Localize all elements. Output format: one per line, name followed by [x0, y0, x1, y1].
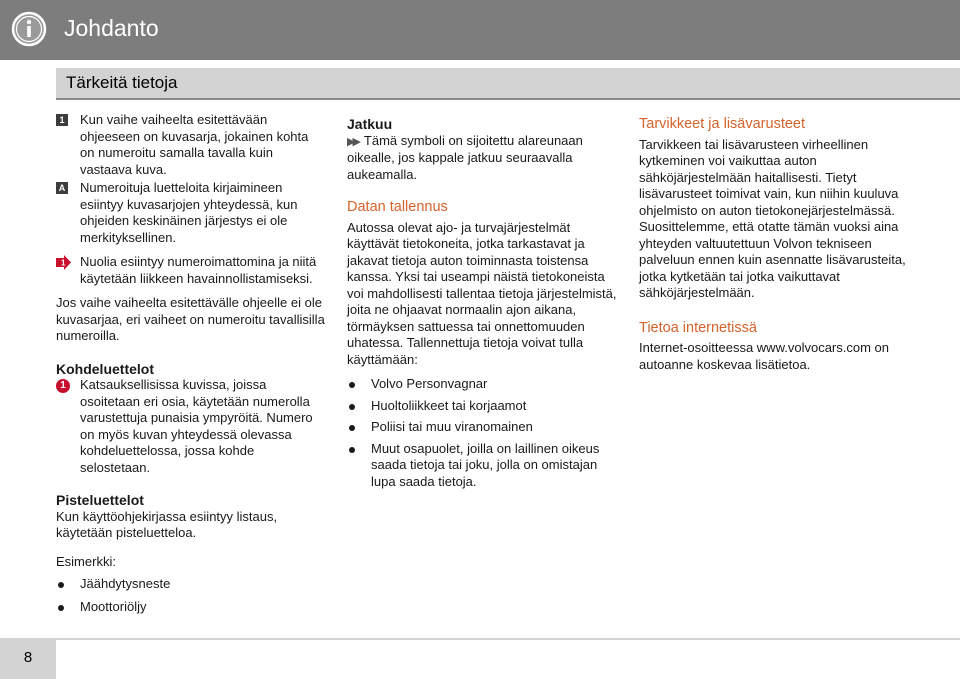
bullet-list [347, 376, 617, 490]
list-item [56, 254, 326, 287]
tietoa-internetissa-heading: Tietoa internetissä [639, 319, 757, 336]
page-header [0, 0, 960, 60]
column-2 [347, 116, 617, 490]
esimerkki-label: Esimerkki: [56, 553, 116, 569]
page-footer [0, 638, 56, 679]
section-title: Tärkeitä tietoja [66, 73, 178, 92]
item-text: Numeroituja luetteloita kirjaimineen esiintyy kuvasarjojen yhteydessä, kun ohjeiden keskinäinen järjestys ei ole merkityksellinen. [80, 180, 298, 245]
step-number-marker: 1 [56, 114, 68, 126]
list-item: Poliisi tai muu viranomainen [347, 419, 617, 436]
bullet-list [56, 576, 326, 615]
bullet-icon [349, 425, 355, 431]
list-item: Huoltoliikkeet tai korjaamot [347, 398, 617, 415]
page-title: Johdanto [64, 15, 159, 41]
list-item [56, 377, 326, 476]
item-text: Katsauksellisissa kuvissa, joissa osoitetaan eri osia, käytetään numerolla varustettuja punaisia ympyröitä. Numero on myös kuvan yhteydessä olevassa kohdeluettelossa, jossa kohde selostetaan. [80, 377, 313, 475]
pisteluettelot-heading: Pisteluettelot [56, 492, 144, 508]
step-letter-marker: A [56, 182, 68, 194]
item-text: Kun vaihe vaiheelta esitettävään ohjeeseen on kuvasarja, jokainen kohta on numeroitu samalla tavalla kuin vastaava kuva. [80, 112, 309, 177]
jatkuu-heading: Jatkuu [347, 116, 393, 132]
list-item [56, 180, 326, 246]
arrow-marker-number: 1 [61, 258, 66, 268]
kohdeluettelot-heading: Kohdeluettelot [56, 360, 154, 377]
page-number: 8 [23, 649, 33, 666]
tarvikkeet-heading: Tarvikkeet ja lisävarusteet [639, 116, 806, 132]
paragraph: Tarvikkeen tai lisävarusteen virheellinen kytkeminen voi vaikuttaa auton sähköjärjestelmään haitallisesti. Tietyt lisävarusteet toimivat vain, kun niihin kuuluva ohjelmisto on auton tietokonejärjestelmässä. Suosittelemme, että otatte tämän vuoksi aina yhteyden valtuutettuun Volvon tekniseen palveluun ennen kuin asennatte lisävarusteita, jotka kytketään tai jotka vaikuttavat sähköjärjestelmään. [639, 136, 906, 300]
paragraph: Autossa olevat ajo- ja turvajärjestelmät käyttävät tietokoneita, jotka tarkastavat ja jakavat tietoja auton toiminnasta toistensa kanssa. Yksi tai useampi näistä tietokoneista voi mahdollisesti tallentaa tietoja järjestelmistä, joita ne ohjaavat normaalin ajon aikana, törmäyksen sattuessa tai onnettomuuden uhatessa. Tallennettuja tietoja voivat tulla käyttämään: [347, 219, 617, 367]
list-item: Volvo Personvagnar [347, 376, 617, 393]
list-item [56, 112, 326, 178]
footer-divider [56, 638, 960, 640]
paragraph: ▶▶ Tämä symboli on sijoitettu alareunaan oikealle, jos kappale jatkuu seuraavalla aukeamalla. [347, 132, 583, 182]
paragraph: Kun käyttöohjekirjassa esiintyy listaus, käytetään pisteluetteloa. [56, 508, 278, 540]
list-item: Moottoriöljy [56, 599, 326, 616]
info-icon [11, 11, 47, 47]
column-3 [639, 116, 909, 373]
red-circle-marker: 1 [56, 379, 70, 393]
list-item: Muut osapuolet, joilla on laillinen oikeus saada tietoja tai joku, jolla on omistajan lupa saada tietoja. [347, 441, 617, 491]
continue-arrows-icon: ▶▶ [347, 135, 358, 148]
bullet-icon [58, 582, 64, 588]
item-text: Nuolia esiintyy numeroimattomina ja niitä käytetään liikkeen havainnollistamiseksi. [80, 254, 317, 286]
arrow-marker-icon [56, 255, 71, 270]
paragraph: Internet-osoitteessa www.volvocars.com on autoanne koskevaa lisätietoa. [639, 340, 889, 372]
bullet-icon [349, 382, 355, 388]
list-item: Jäähdytysneste [56, 576, 326, 593]
column-1 [56, 112, 326, 615]
section-bar [56, 68, 960, 100]
bullet-icon [349, 404, 355, 410]
bullet-icon [58, 605, 64, 611]
bullet-icon [349, 447, 355, 453]
datan-tallennus-heading: Datan tallennus [347, 199, 448, 215]
paragraph: Jos vaihe vaiheelta esitettävälle ohjeelle ei ole kuvasarjaa, eri vaiheet on numeroitu tavallisilla numeroilla. [56, 295, 325, 343]
